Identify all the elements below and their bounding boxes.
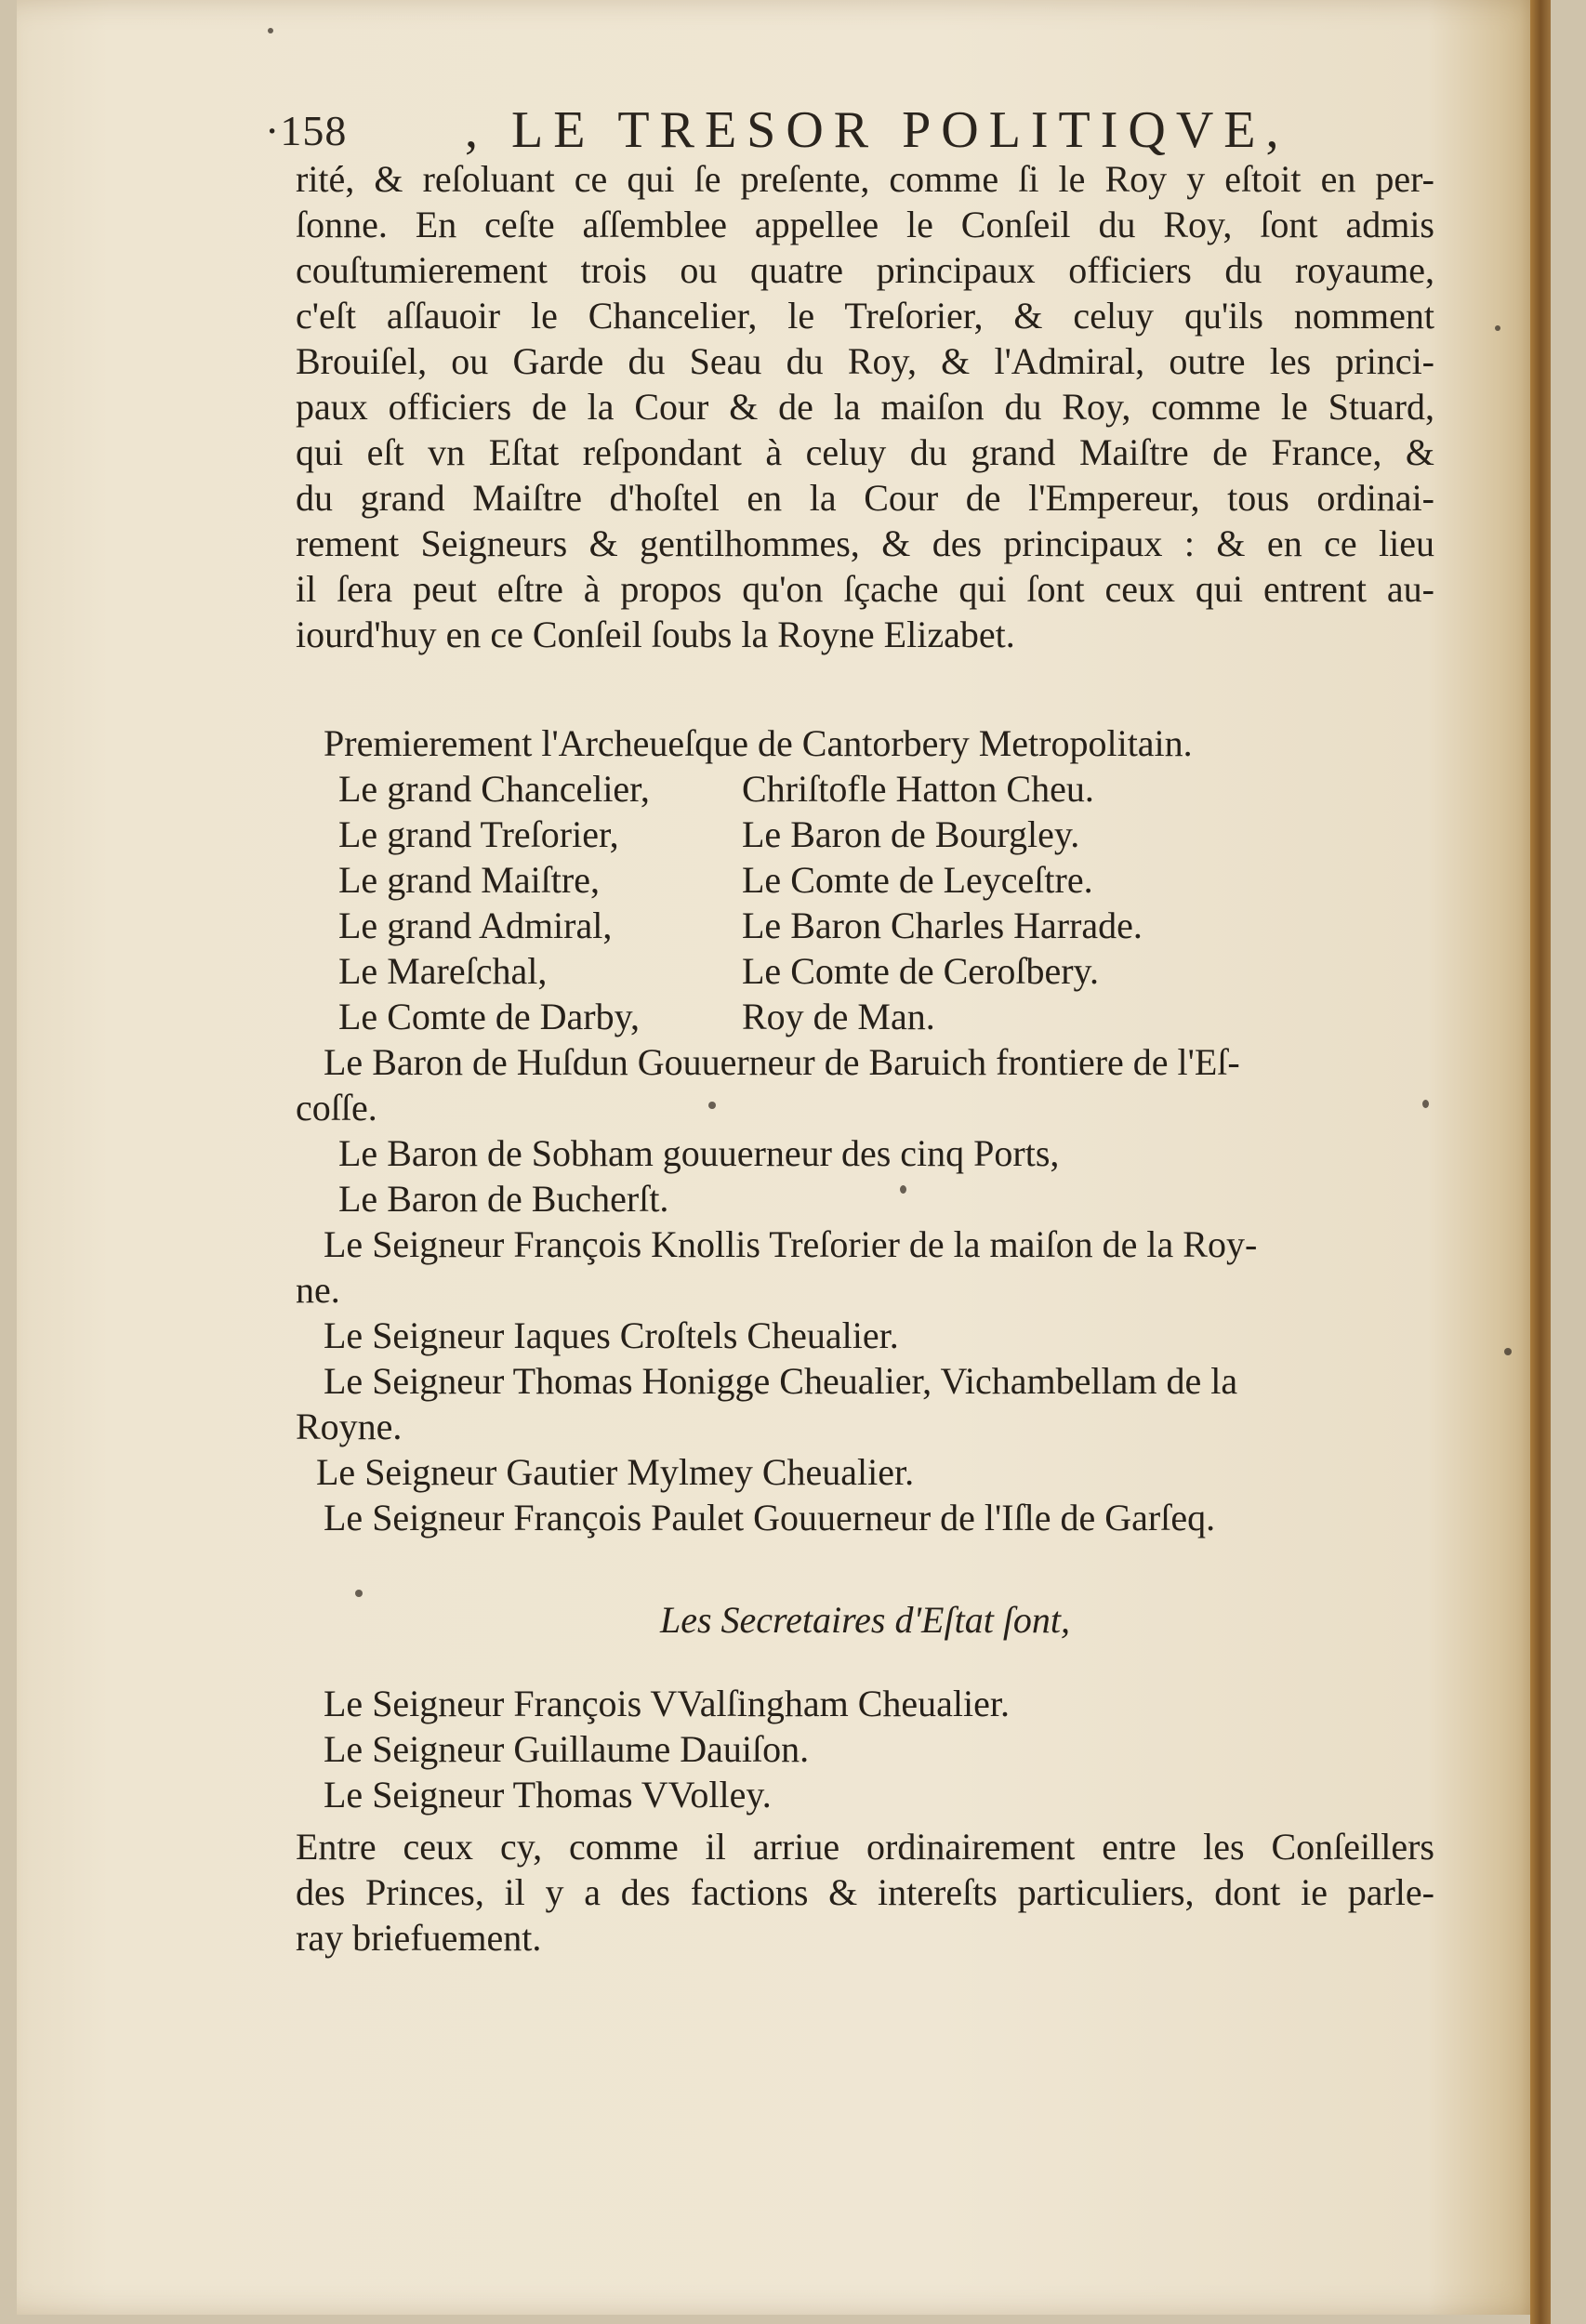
ink-speck	[268, 28, 273, 33]
office-title: Le grand Chancelier,	[338, 768, 650, 810]
text-line: rement Seigneurs & gentilhommes, & des principaux : & en ce lieu	[296, 522, 1434, 564]
ink-speck	[900, 1185, 906, 1194]
text-line: du grand Maiſtre d'hoſtel en la Cour de l'Empereur, tous ordinai-	[296, 477, 1434, 519]
office-holder: Le Baron Charles Harrade.	[742, 905, 1143, 946]
council-member-cont: coſſe.	[296, 1087, 377, 1129]
council-member: Le Seigneur Gautier Mylmey Cheualier.	[316, 1451, 915, 1493]
text-line: Entre ceux cy, comme il arriue ordinairement entre les Conſeillers	[296, 1826, 1434, 1868]
ink-speck	[355, 1590, 363, 1597]
text-line: couſtumierement trois ou quatre principaux officiers du royaume,	[296, 249, 1434, 291]
secretary-name: Le Seigneur Guillaume Dauiſon.	[324, 1728, 810, 1770]
text-line: c'eſt aſſauoir le Chancelier, le Treſorier, & celuy qu'ils nomment	[296, 295, 1434, 337]
secretary-name: Le Seigneur Thomas VVolley.	[324, 1774, 772, 1816]
ink-speck	[1422, 1100, 1429, 1108]
office-title: Le grand Admiral,	[338, 905, 613, 946]
council-member-cont: ne.	[296, 1269, 340, 1311]
council-list	[296, 720, 1434, 1540]
text-line: des Princes, il y a des factions & intereſts particuliers, dont ie parle-	[296, 1871, 1434, 1913]
text-line: qui eſt vn Eſtat reſpondant à celuy du grand Maiſtre de France, &	[296, 431, 1434, 473]
text-line: ray briefuement.	[296, 1917, 542, 1959]
secretaries-list	[296, 1681, 1434, 1817]
running-title: , LE TRESOR POLITIQVE,	[465, 101, 1289, 159]
ink-speck	[1495, 325, 1500, 331]
ink-speck	[1504, 1348, 1512, 1355]
council-member: Le Seigneur François Paulet Gouuerneur de l'Iſle de Garſeq.	[324, 1497, 1216, 1538]
council-pair	[296, 903, 1434, 948]
council-member: Le Seigneur Thomas Honigge Cheualier, Vichambellam de la	[324, 1360, 1238, 1402]
office-title: Le grand Maiſtre,	[338, 859, 600, 901]
council-pair	[296, 857, 1434, 903]
office-title: Le Mareſchal,	[338, 950, 548, 992]
council-member-cont: Royne.	[296, 1406, 403, 1447]
office-title: Le Comte de Darby,	[338, 996, 640, 1037]
text-line: il ſera peut eſtre à propos qu'on ſçache qui ſont ceux qui entrent au-	[296, 568, 1434, 610]
council-member: Le Baron de Sobham gouuerneur des cinq Ports,	[338, 1132, 1060, 1174]
page-number: ·158	[265, 107, 348, 154]
council-pair	[296, 994, 1434, 1039]
closing-paragraph	[296, 1824, 1434, 1961]
council-first: Premierement l'Archeueſque de Cantorbery Metropolitain.	[324, 722, 1193, 764]
intro-paragraph	[296, 156, 1434, 657]
secretary-name: Le Seigneur François VValſingham Cheualier.	[324, 1683, 1010, 1724]
office-title: Le grand Treſorier,	[338, 813, 619, 855]
council-member: Le Baron de Huſdun Gouuerneur de Baruich frontiere de l'Eſ-	[324, 1041, 1240, 1083]
office-holder: Le Baron de Bourgley.	[742, 813, 1080, 855]
council-pair	[296, 948, 1434, 994]
council-member: Le Seigneur Iaques Croſtels Cheualier.	[324, 1314, 899, 1356]
council-pair	[296, 812, 1434, 857]
text-line: iourd'huy en ce Conſeil ſoubs la Royne Elizabet.	[296, 614, 1015, 655]
office-holder: Chriſtofle Hatton Cheu.	[742, 768, 1094, 810]
text-line: Brouiſel, ou Garde du Seau du Roy, & l'Admiral, outre les princi-	[296, 340, 1434, 382]
council-pair	[296, 766, 1434, 812]
council-member: Le Baron de Bucherſt.	[338, 1178, 669, 1220]
ink-speck	[708, 1102, 716, 1109]
office-holder: Le Comte de Leyceſtre.	[742, 859, 1093, 901]
section-heading: Les Secretaires d'Eſtat ſont,	[659, 1599, 1071, 1641]
office-holder: Roy de Man.	[742, 996, 935, 1037]
text-line: paux officiers de la Cour & de la maiſon du Roy, comme le Stuard,	[296, 386, 1434, 428]
office-holder: Le Comte de Ceroſbery.	[742, 950, 1099, 992]
text-line: rité, & reſoluant ce qui ſe preſente, comme ſi le Roy y eſtoit en per-	[296, 158, 1434, 200]
text-line: ſonne. En ceſte aſſemblee appellee le Conſeil du Roy, ſont admis	[296, 204, 1434, 245]
council-member: Le Seigneur François Knollis Treſorier de la maiſon de la Roy-	[324, 1223, 1258, 1265]
page-edge	[1530, 0, 1551, 2324]
